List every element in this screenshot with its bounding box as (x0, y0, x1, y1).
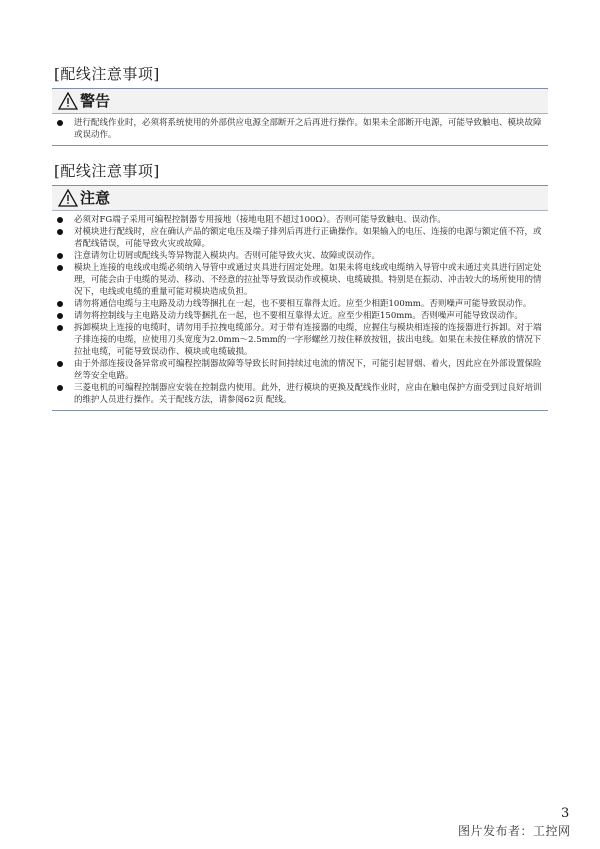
bullet-dot-icon (57, 325, 63, 331)
bullet-dot-icon (57, 361, 63, 367)
list-item: 进行配线作业时，必须将系统使用的外部供应电源全部断开之后再进行操作。如果未全部断开电源，可能导致触电、模块故障或误动作。 (52, 117, 548, 141)
bullet-dot-icon (57, 217, 63, 223)
bullet-dot-icon (57, 265, 63, 271)
warning-header (52, 89, 548, 114)
list-item: 对模块进行配线时，应在确认产品的额定电压及端子排列后再进行正确操作。如果输入的电压、连接的电源与额定值不符，或者配线错误，可能导致火灾或故障。 (52, 226, 548, 250)
bullet-dot-icon (57, 229, 63, 235)
warning-triangle-icon (58, 92, 78, 110)
caution-header (52, 186, 548, 211)
list-item: 拆卸模块上连接的电缆时，请勿用手拉拽电缆部分。对于带有连接器的电缆，应握住与模块相连接的连接器进行拆卸。对于端子排连接的电缆，应使用刀头宽度为2.0mm～2.5mm的一字形螺丝刀按住释放按钮，拔出电线。如果在未按住释放的情况下拉扯电缆，可能导致误动作、模块或电缆破损。 (52, 322, 548, 358)
list-item: 必须对FG端子采用可编程控制器专用接地（接地电阻不超过100Ω）。否则可能导致触电、误动作。 (52, 214, 548, 226)
bullet-dot-icon (57, 301, 63, 307)
warning-triangle-icon (58, 189, 78, 207)
caution-label: 注意 (80, 189, 111, 207)
section-title: [配线注意事项] (52, 161, 548, 186)
page-number: 3 (561, 806, 570, 821)
section-title: [配线注意事项] (52, 64, 548, 89)
warning-list (52, 114, 548, 146)
bullet-dot-icon (57, 385, 63, 391)
list-item: 由于外部连接设备异常或可编程控制器故障等导致长时间持续过电流的情况下，可能引起冒烟、着火，因此应在外部设置保险丝等安全电路。 (52, 358, 548, 382)
section-wiring-warning (52, 64, 548, 146)
image-credit: 图片发布者：工控网 (458, 824, 571, 838)
list-item: 请勿将控制线与主电路及动力线等捆扎在一起，也不要相互靠得太近。应至少相距150mm。否则噪声可能导致误动作。 (52, 310, 548, 322)
list-item: 模块上连接的电线或电缆必须纳入导管中或通过夹具进行固定处理。如果未将电线或电缆纳入导管中或未通过夹具进行固定处理，可能会由于电缆的晃动、移动、不经意的拉扯等导致误动作或模块、电缆破损。特别是在振动、冲击较大的场所使用的情况下，电线或电缆的重量可能对模块造成负担。 (52, 262, 548, 298)
list-item: 注意请勿让切屑或配线头等异物混入模块内。否则可能导致火灾、故障或误动作。 (52, 250, 548, 262)
section-wiring-caution (52, 161, 548, 411)
list-item: 请勿将通信电缆与主电路及动力线等捆扎在一起，也不要相互靠得太近。应至少相距100mm。否则噪声可能导致误动作。 (52, 298, 548, 310)
warning-label: 警告 (80, 92, 111, 110)
bullet-dot-icon (57, 120, 63, 126)
list-item: 三菱电机的可编程控制器应安装在控制盘内使用。此外，进行模块的更换及配线作业时，应由在触电保护方面受到过良好培训的维护人员进行操作。关于配线方法，请参阅62页 配线。 (52, 382, 548, 406)
caution-list (52, 211, 548, 411)
bullet-dot-icon (57, 253, 63, 259)
bullet-dot-icon (57, 313, 63, 319)
